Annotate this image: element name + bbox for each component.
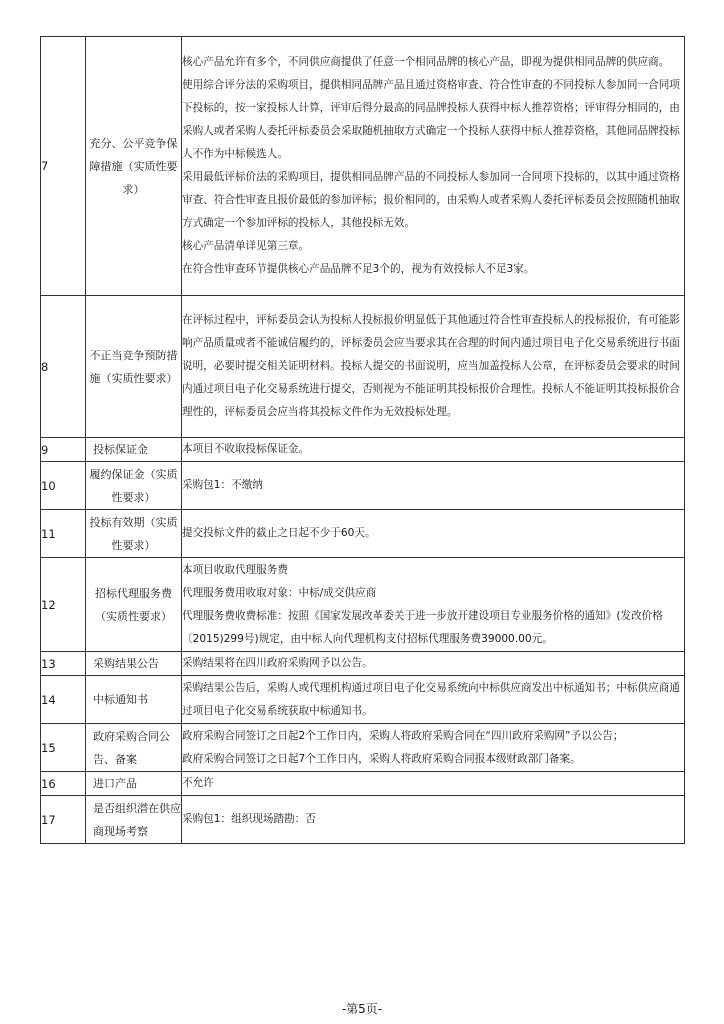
content-paragraph: 采购包1：组织现场踏勘：否 <box>182 813 316 825</box>
row-content <box>182 724 685 772</box>
table-row <box>41 652 685 676</box>
info-table <box>40 36 685 844</box>
table-row <box>41 558 685 652</box>
row-number: 8 <box>41 296 86 438</box>
row-item-name: 进口产品 <box>86 772 182 796</box>
content-paragraph: 采购结果将在四川政府采购网予以公告。 <box>182 657 373 669</box>
content-paragraph: 采用最低评标价法的采购项目，提供相同品牌产品的不同投标人参加同一合同项下投标的，以其中通过资格审查、符合性审查且报价最低的参加评标；报价相同的，由采购人或者采购人委托评标委员会按照随机抽取方式确定一个参加评标的投标人，其他投标无效。 <box>182 171 680 229</box>
content-paragraph: 代理服务费用收取对象：中标/成交供应商 <box>182 586 377 599</box>
table-row <box>41 296 685 438</box>
content-paragraph: 本项目不收取投标保证金。 <box>182 443 310 455</box>
row-content <box>182 796 685 844</box>
table-row <box>41 676 685 724</box>
content-paragraph: 在评标过程中，评标委员会认为投标人投标报价明显低于其他通过符合性审查投标人的投标报价，有可能影响产品质量或者不能诚信履约的，评标委员会应当要求其在合理的时间内通过项目电子化交易系统进行书面说明，必要时提交相关证明材料。投标人提交的书面说明，应当加盖投标人公章，在评标委员会要求的时间内通过项目电子化交易系统进行提交，否则视为不能证明其投标报价合理性。投标人不能证明其投标报价合理性的，评标委员会应当将其投标文件作为无效投标处理。 <box>182 314 680 418</box>
row-number: 17 <box>41 796 86 844</box>
content-paragraph: 核心产品允许有多个，不同供应商提供了任意一个相同品牌的核心产品，即视为提供相同品牌的供应商。 <box>182 56 670 68</box>
content-paragraph: 代理服务费收费标准：按照《国家发展改革委关于进一步放开建设项目专业服务价格的通知》(发改价格〔2015)299号)规定，由中标人向代理机构支付招标代理服务费39000.00元。 <box>182 609 663 645</box>
row-number: 12 <box>41 558 86 652</box>
row-number: 11 <box>41 510 86 558</box>
content-paragraph: 采购包1：不缴纳 <box>182 479 263 491</box>
content-paragraph: 政府采购合同签订之日起7个工作日内，采购人将政府采购合同报本级财政部门备案。 <box>182 752 581 765</box>
row-item-name: 招标代理服务费（实质性要求） <box>86 558 182 652</box>
row-content <box>182 37 685 296</box>
page-number: -第5页- <box>341 1002 383 1016</box>
row-item-name: 不正当竞争预防措施（实质性要求） <box>86 296 182 438</box>
content-paragraph: 在符合性审查环节提供核心产品品牌不足3个的，视为有效投标人不足3家。 <box>182 263 535 275</box>
content-paragraph: 提交投标文件的截止之日起不少于60天。 <box>182 527 376 539</box>
row-number: 7 <box>41 37 86 296</box>
row-number: 10 <box>41 462 86 510</box>
content-paragraph: 不允许 <box>182 777 214 789</box>
row-item-name: 履约保证金（实质性要求） <box>86 462 182 510</box>
row-content <box>182 510 685 558</box>
content-paragraph: 本项目收取代理服务费 <box>182 563 288 576</box>
row-number: 9 <box>41 438 86 462</box>
row-content <box>182 652 685 676</box>
row-content <box>182 438 685 462</box>
table-row <box>41 462 685 510</box>
table-row <box>41 510 685 558</box>
row-content <box>182 772 685 796</box>
table-row <box>41 37 685 296</box>
row-item-name: 是否组织潜在供应商现场考察 <box>86 796 182 844</box>
row-item-name: 充分、公平竞争保障措施（实质性要求） <box>86 37 182 296</box>
row-item-name: 投标保证金 <box>86 438 182 462</box>
content-paragraph: 政府采购合同签订之日起2个工作日内，采购人将政府采购合同在“四川政府采购网”予以公告； <box>182 729 624 742</box>
row-item-name: 政府采购合同公告、备案 <box>86 724 182 772</box>
row-content <box>182 558 685 652</box>
row-number: 14 <box>41 676 86 724</box>
row-item-name: 采购结果公告 <box>86 652 182 676</box>
content-paragraph: 核心产品清单详见第三章。 <box>182 240 310 252</box>
table-row <box>41 772 685 796</box>
content-paragraph: 采购结果公告后，采购人或代理机构通过项目电子化交易系统向中标供应商发出中标通知书；中标供应商通过项目电子化交易系统获取中标通知书。 <box>182 681 680 717</box>
row-number: 16 <box>41 772 86 796</box>
table-row <box>41 796 685 844</box>
content-paragraph: 使用综合评分法的采购项目，提供相同品牌产品且通过资格审查、符合性审查的不同投标人参加同一合同项下投标的，按一家投标人计算，评审后得分最高的同品牌投标人获得中标人推荐资格；评审得分相同的，由采购人或者采购人委托评标委员会采取随机抽取方式确定一个投标人获得中标人推荐资格，其他同品牌投标人不作为中标候选人。 <box>182 79 680 160</box>
table-row <box>41 724 685 772</box>
row-number: 13 <box>41 652 86 676</box>
table-row <box>41 438 685 462</box>
row-number: 15 <box>41 724 86 772</box>
row-content <box>182 462 685 510</box>
row-item-name: 中标通知书 <box>86 676 182 724</box>
row-item-name: 投标有效期（实质性要求） <box>86 510 182 558</box>
row-content <box>182 676 685 724</box>
row-content <box>182 296 685 438</box>
